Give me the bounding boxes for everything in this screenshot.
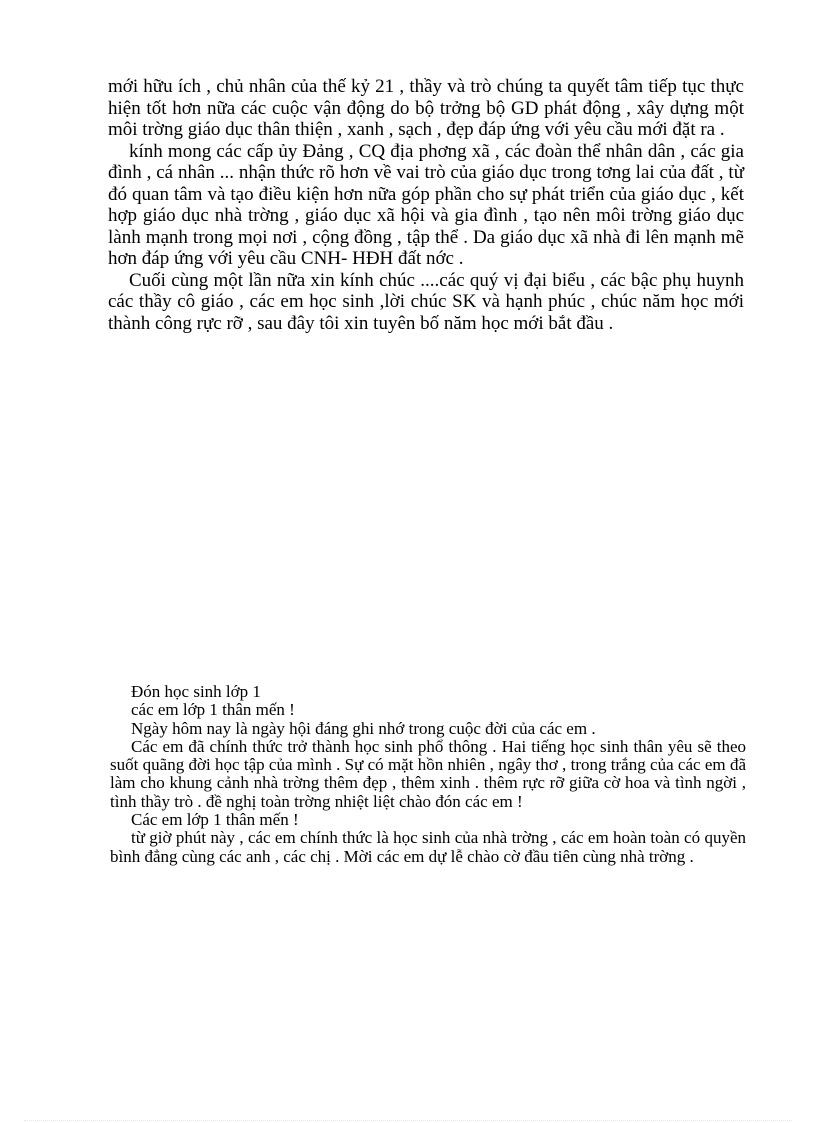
speech-paragraph-1: mới hữu ích , chủ nhân của thế kỷ 21 , thầy và trò chúng ta quyết tâm tiếp tục thực hiện tốt hơn nữa các cuộc vận động do bộ trởng bộ GD phát động , xây dựng một môi trờng giáo dục thân thiện , xanh , sạch , đẹp đáp ứng với yêu cầu mới đặt ra . xyxy=(108,76,744,140)
speech-paragraph-3: Cuối cùng một lần nữa xin kính chúc ....các quý vị đại biểu , các bậc phụ huynh các thầy cô giáo , các em học sinh ,lời chúc SK và hạnh phúc , chúc năm học mới thành công rực rỡ , sau đây tôi xin tuyên bố năm học mới bắt đầu . xyxy=(108,269,744,334)
welcome-paragraph-2: Các em đã chính thức trở thành học sinh phổ thông . Hai tiếng học sinh thân yêu sẽ theo suốt quãng đời học tập của mình . Sự có mặt hồn nhiên , ngây thơ , trong trắng của các em đã làm cho khung cảnh nhà trờng thêm đẹp , thêm xinh . thêm rực rỡ giữa cờ hoa và tình ngời , tình thầy trò . đề nghị toàn trờng nhiệt liệt chào đón các em ! xyxy=(110,736,746,811)
welcome-title: Đón học sinh lớp 1 xyxy=(131,682,261,701)
welcome-greeting: các em lớp 1 thân mến ! xyxy=(131,700,295,720)
page-bottom-rule xyxy=(24,1120,792,1121)
speech-section xyxy=(108,76,744,334)
speech-paragraph-2: kính mong các cấp ủy Đảng , CQ địa phơng xã , các đoàn thể nhân dân , các gia đình , cá nhân ... nhận thức rõ hơn về vai trò của giáo dục trong tơng lai của đất , từ đó quan tâm và tạo điều kiện hơn nữa góp phần cho sự phát triển của giáo dục , kết hợp giáo dục nhà trờng , giáo dục xã hội và gia đình , tạo nên môi trờng giáo dục lành mạnh trong mọi nơi , cộng đồng , tập thể . Da giáo dục xã nhà đi lên mạnh mẽ hơn đáp ứng với yêu cầu CNH- HĐH đất nớc . xyxy=(108,140,744,269)
welcome-paragraph-1: Ngày hôm nay là ngày hội đáng ghi nhớ trong cuộc đời của các em . xyxy=(131,718,596,738)
welcome-paragraph-3: từ giờ phút này , các em chính thức là học sinh của nhà trờng , các em hoàn toàn có quyền bình đẳng cùng các anh , các chị . Mời các em dự lễ chào cờ đầu tiên cùng nhà trờng . xyxy=(110,828,746,866)
welcome-greeting-2: Các em lớp 1 thân mến ! xyxy=(131,810,299,830)
welcome-section xyxy=(110,683,746,866)
